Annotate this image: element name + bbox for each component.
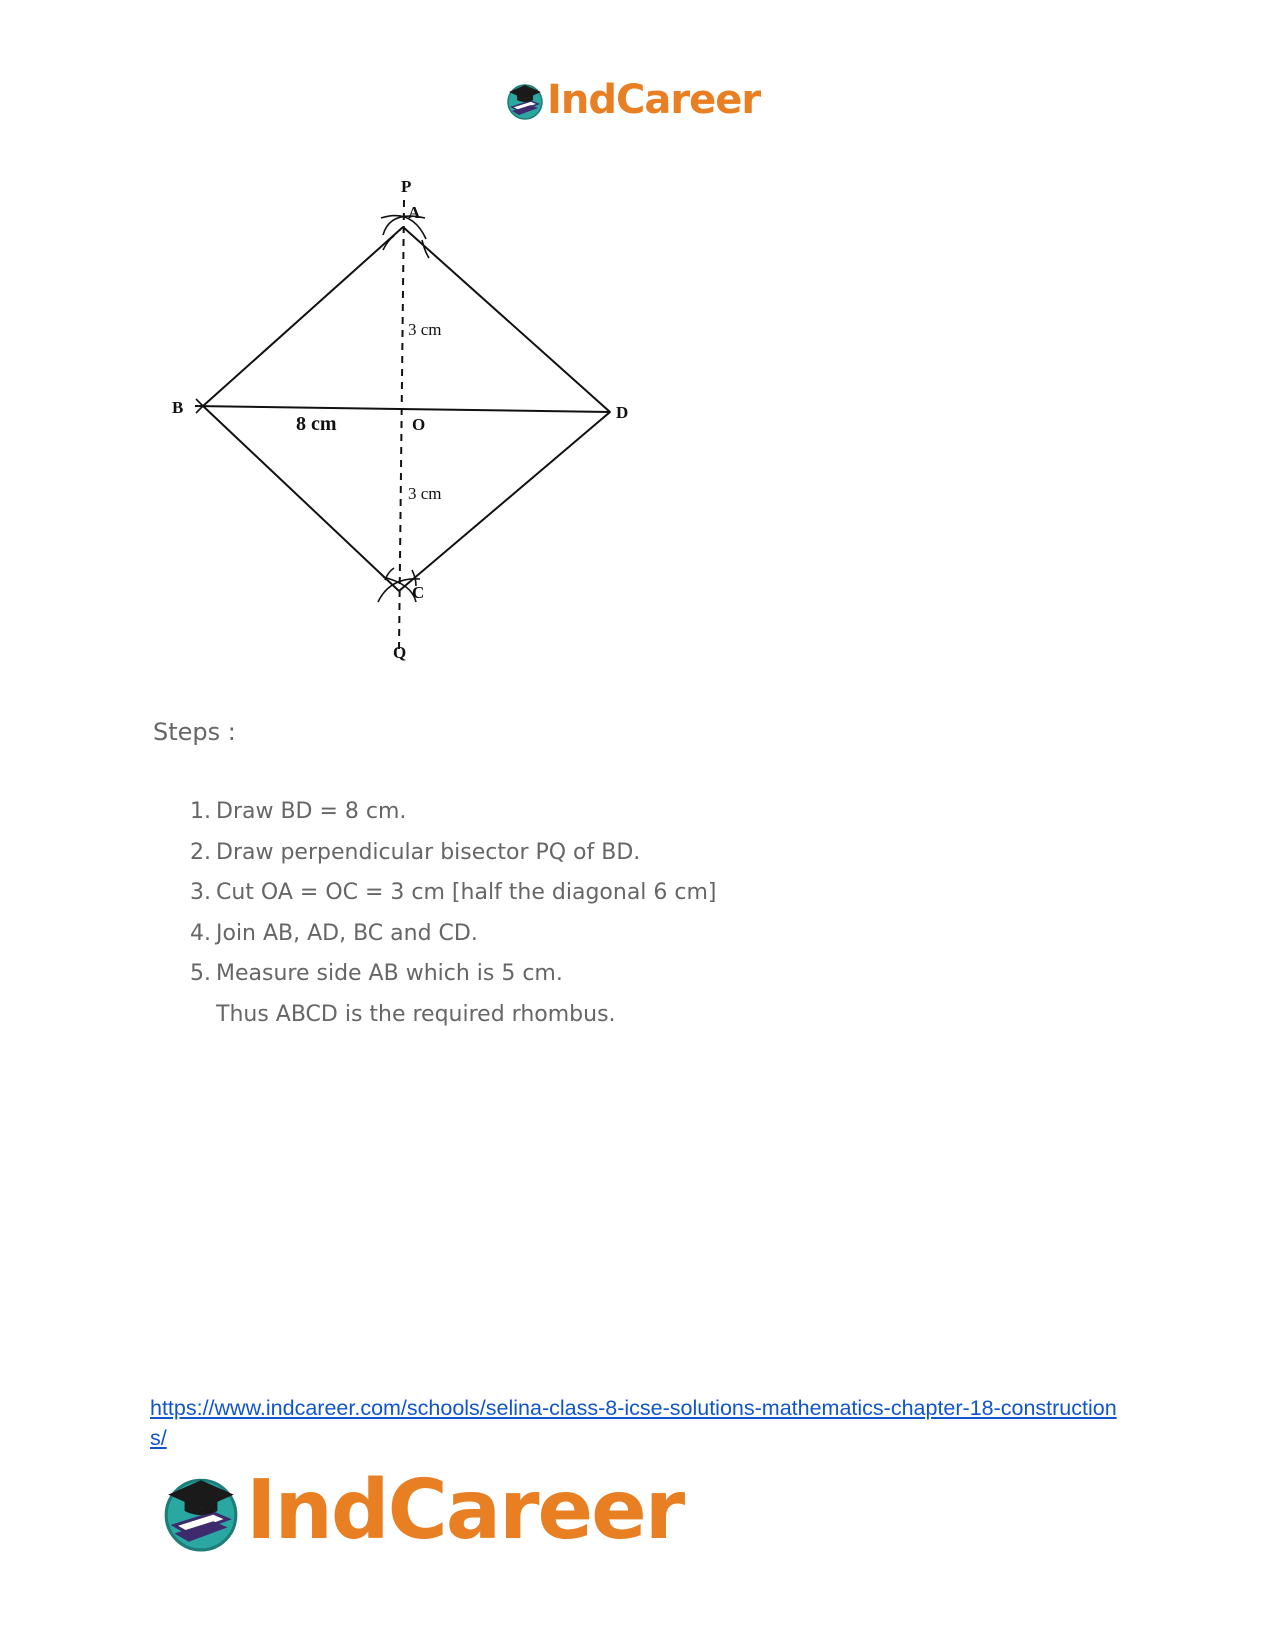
step-text: Measure side AB which is 5 cm. [216,961,563,986]
step-text: Join AB, AD, BC and CD. [216,920,478,946]
step-number: 4. [190,920,211,946]
label-c: C [412,583,425,602]
steps-list [190,792,717,1035]
indcareer-logo-bottom [160,1463,684,1558]
source-url-link[interactable]: https://www.indcareer.com/schools/selina-class-8-icse-solutions-mathematics-chapter-18-constructions/ [150,1396,1117,1450]
step-text: Cut OA = OC = 3 cm [half the diagonal 6 cm] [216,880,717,905]
list-item [190,914,717,955]
step-number: 2. [190,839,211,865]
list-item [190,792,717,833]
step-number: 5. [190,961,211,986]
label-d: D [616,403,629,422]
list-item [190,954,717,995]
step-number: 3. [190,880,211,905]
indcareer-logo-top [505,77,761,123]
label-a: A [408,203,421,222]
list-item [190,833,717,874]
graduation-globe-icon [505,80,545,120]
label-q: Q [393,643,407,662]
label-oc-length: 3 cm [408,484,442,503]
label-o: O [412,415,426,434]
rhombus-construction-diagram [150,170,690,710]
graduation-globe-icon [160,1470,242,1552]
step-text: Draw BD = 8 cm. [216,799,407,824]
list-item [190,873,717,914]
label-bd-length: 8 cm [296,413,337,435]
brand-name: IndCareer [547,77,761,123]
label-p: P [401,177,412,196]
steps-conclusion: Thus ABCD is the required rhombus. [216,1001,616,1027]
steps-heading: Steps : [153,718,236,746]
label-b: B [172,398,184,417]
step-text: Draw perpendicular bisector PQ of BD. [216,839,641,865]
side-ab [203,227,403,406]
step-number: 1. [190,799,211,824]
brand-name: IndCareer [246,1463,684,1558]
label-oa-length: 3 cm [408,320,442,339]
